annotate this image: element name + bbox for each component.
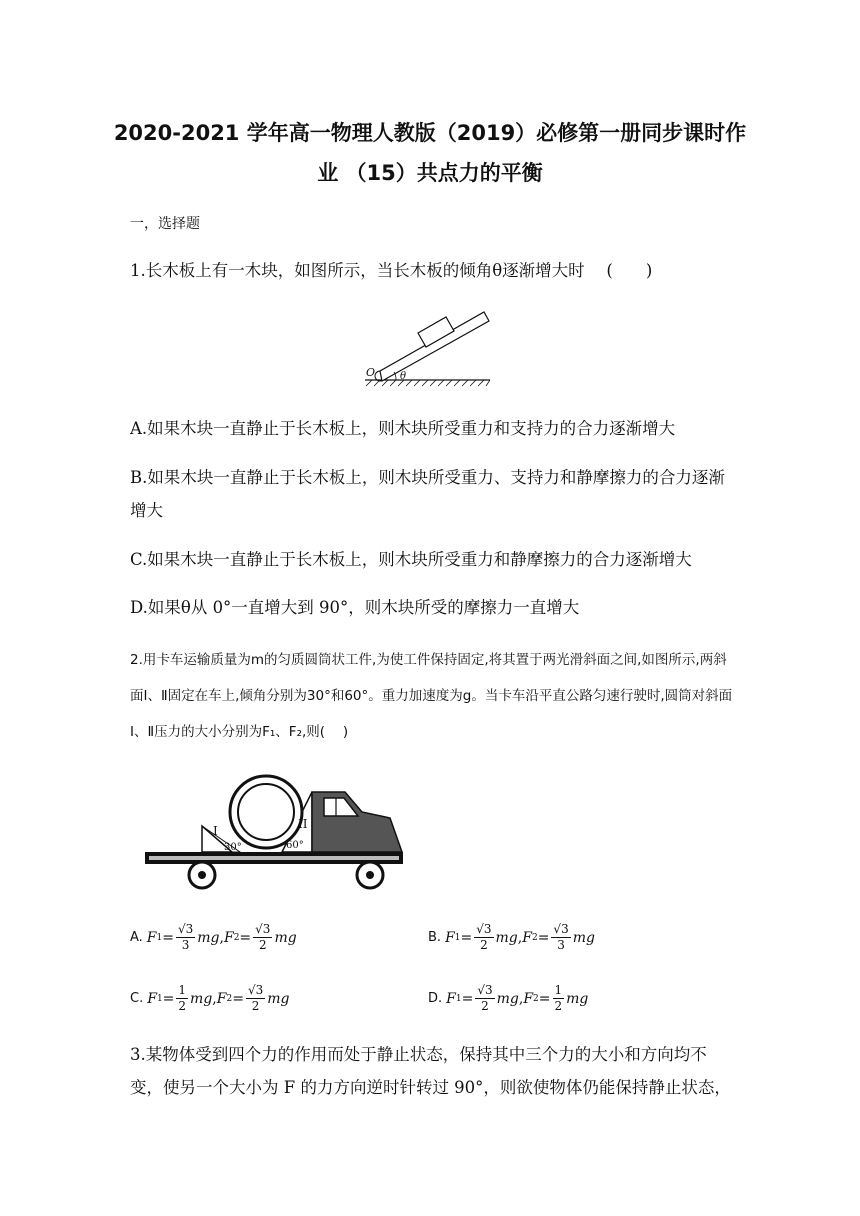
- q2-figure-angle-1-label: 30°: [224, 842, 242, 853]
- q2-stem: 2.用卡车运输质量为m的匀质圆筒状工件,为使工件保持固定,将其置于两光滑斜面之间,如图所示,两斜面Ⅰ、Ⅱ固定在车上,倾角分别为30°和60°。重力加速度为g。当卡车沿平直公路匀速行驶时,圆筒对斜面Ⅰ、Ⅱ压力的大小分别为F₁、F₂,则( ): [130, 652, 733, 740]
- section-heading: 一，选择题: [130, 216, 200, 232]
- document-title-line-2: 业 （15）共点力的平衡: [317, 161, 543, 185]
- q2-figure-incline-1-label: I: [213, 824, 218, 838]
- q2-figure-incline-2-label: II: [298, 817, 308, 831]
- document-title-line-1: 2020-2021 学年高一物理人教版（2019）必修第一册同步课时作: [113, 121, 747, 145]
- q2-figure-angle-2-label: 60°: [286, 840, 304, 851]
- q1-inclined-board-figure: [360, 300, 500, 388]
- q1-stem: 1.长木板上有一木块，如图所示，当长木板的倾角θ逐渐增大时 ( ): [130, 261, 653, 280]
- q1-figure-pivot-label: O: [366, 366, 376, 379]
- q1-option-a: A.如果木块一直静止于长木板上，则木块所受重力和支持力的合力逐渐增大: [130, 419, 676, 438]
- q2-option-c: C. F 1 = $\frac{1}{2}$ mg , F 2 = $\frac{√3}{2}$ mg: [130, 983, 290, 1013]
- q1-figure-angle-label: θ: [400, 371, 407, 382]
- q1-option-c: C.如果木块一直静止于长木板上，则木块所受重力和静摩擦力的合力逐渐增大: [130, 550, 692, 569]
- q2-option-d: D. F 1 = $\frac{√3}{2}$ mg , F 2 = $\frac{1}{2}$ mg: [428, 983, 589, 1013]
- q3-stem: 3.某物体受到四个力的作用而处于静止状态，保持其中三个力的大小和方向均不变，使另一个大小为 F 的力方向逆时针转过 90°，则欲使物体仍能保持静止状态，: [130, 1045, 731, 1097]
- q2-option-b: B. F 1 = $\frac{√3}{2}$ mg , F 2 = $\frac{√3}{3}$ mg: [428, 922, 595, 952]
- q2-option-a: A. F 1 = $\frac{√3}{3}$ mg , F 2 = $\frac{√3}{2}$ mg: [130, 922, 297, 952]
- q2-truck-figure: [140, 772, 410, 900]
- q1-option-b: B.如果木块一直静止于长木板上，则木块所受重力、支持力和静摩擦力的合力逐渐增大: [130, 468, 725, 520]
- q1-option-d: D.如果θ从 0°一直增大到 90°，则木块所受的摩擦力一直增大: [130, 598, 580, 617]
